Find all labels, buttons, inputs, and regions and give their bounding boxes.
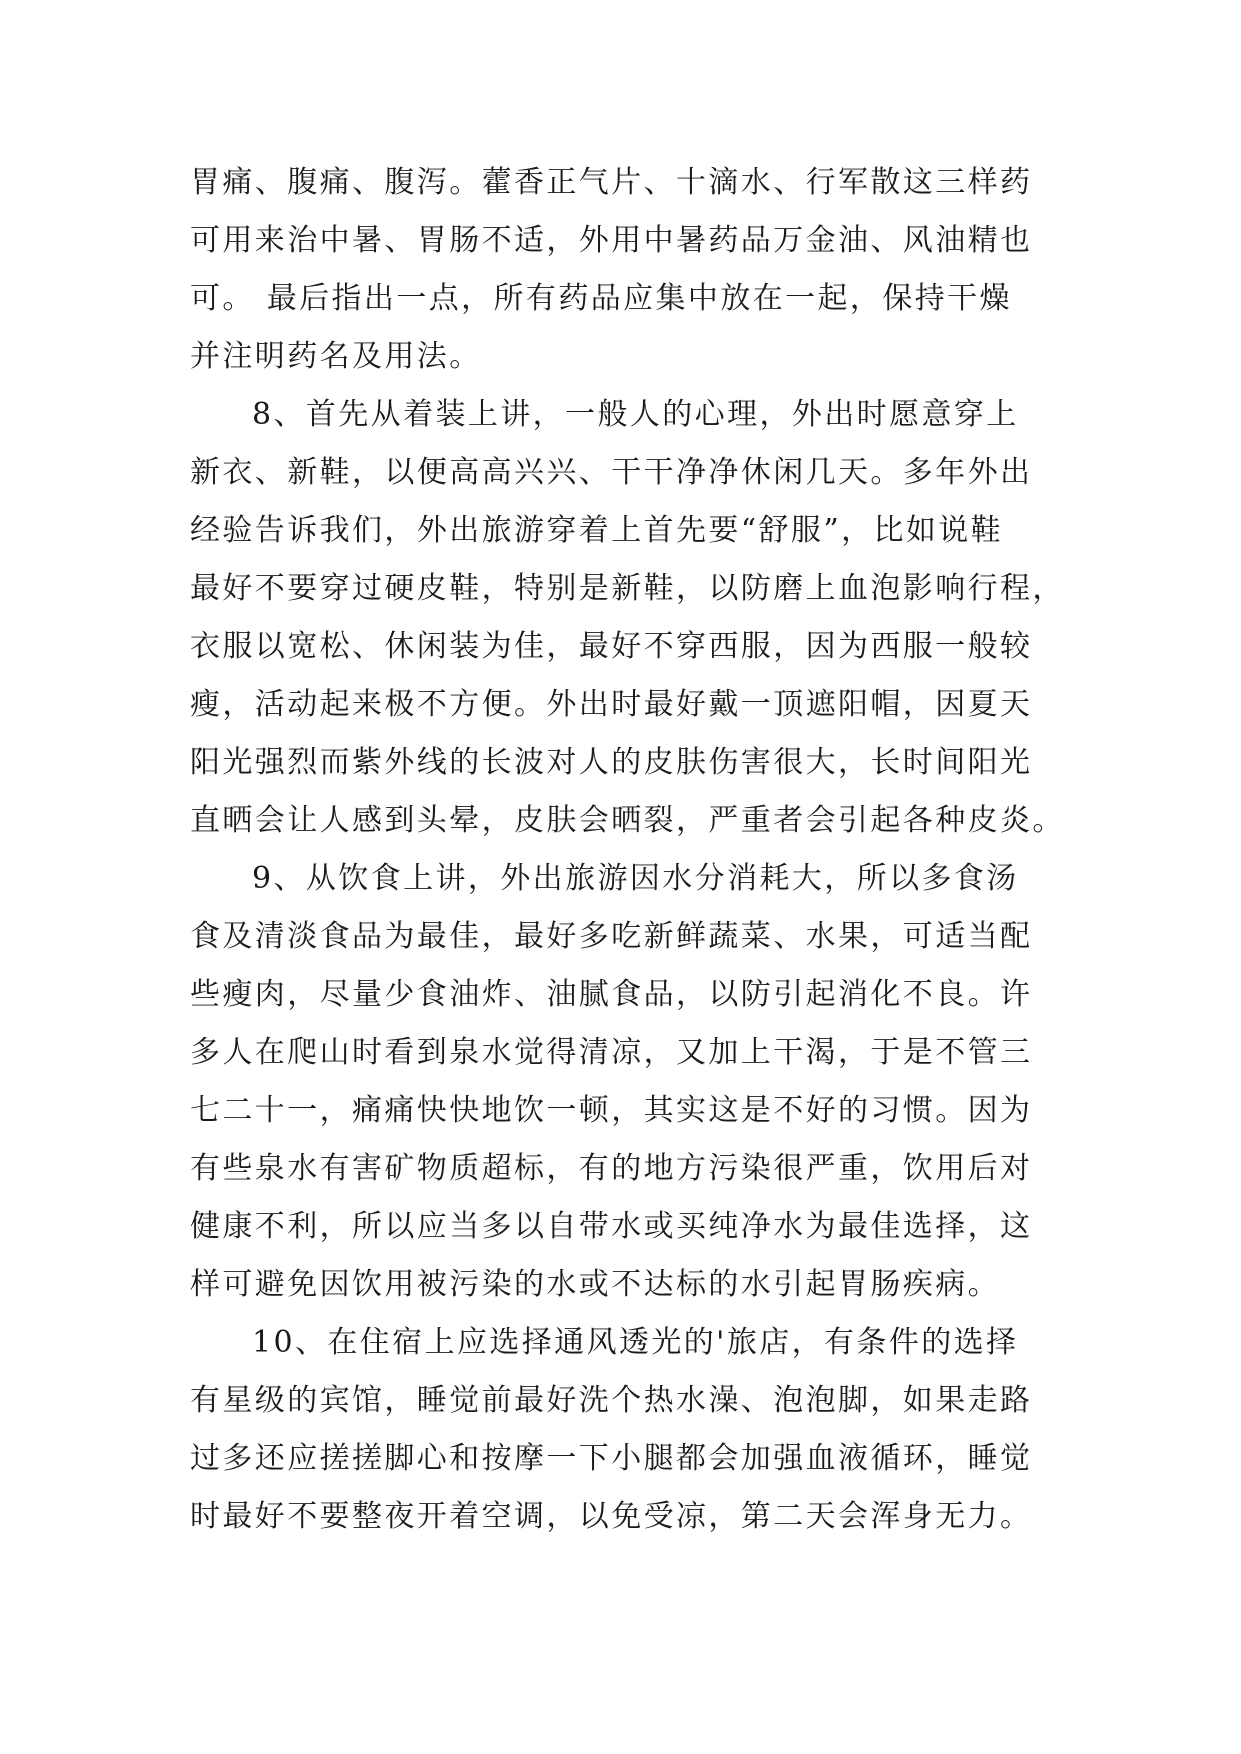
text-line: 健康不利，所以应当多以自带水或买纯净水为最佳选择，这: [190, 1209, 1033, 1244]
paragraph-clothing: [190, 386, 1065, 850]
text-line: 食及清淡食品为最佳，最好多吃新鲜蔬菜、水果，可适当配: [190, 919, 1033, 954]
text-line: 有些泉水有害矿物质超标，有的地方污染很严重，饮用后对: [190, 1151, 1033, 1186]
text-line: 瘦，活动起来极不方便。外出时最好戴一顶遮阳帽，因夏天: [190, 687, 1033, 722]
document-body: [190, 154, 1065, 1546]
text-line: 过多还应搓搓脚心和按摩一下小腿都会加强血液循环，睡觉: [190, 1441, 1033, 1476]
text-line: 8、首先从着装上讲，一般人的心理，外出时愿意穿上: [252, 397, 1019, 432]
text-line: 新衣、新鞋，以便高高兴兴、干干净净休闲几天。多年外出: [190, 455, 1033, 490]
text-line: 样可避免因饮用被污染的水或不达标的水引起胃肠疾病。: [190, 1267, 1000, 1302]
text-line: 10、在住宿上应选择通风透光的'旅店，有条件的选择: [252, 1325, 1019, 1360]
text-line: 时最好不要整夜开着空调，以免受凉，第二天会浑身无力。: [190, 1499, 1033, 1534]
text-line: 可用来治中暑、胃肠不适，外用中暑药品万金油、风油精也: [190, 223, 1033, 258]
paragraph-medicine: [190, 154, 1050, 386]
text-line: 有星级的宾馆，睡觉前最好洗个热水澡、泡泡脚，如果走路: [190, 1383, 1033, 1418]
paragraph-diet: [190, 850, 1050, 1314]
text-line: 并注明药名及用法。: [190, 339, 482, 374]
text-line: 9、从饮食上讲，外出旅游因水分消耗大，所以多食汤: [252, 861, 1019, 896]
text-line: 衣服以宽松、休闲装为佳，最好不穿西服，因为西服一般较: [190, 629, 1033, 664]
text-line: 七二十一，痛痛快快地饮一顿，其实这是不好的习惯。因为: [190, 1093, 1033, 1128]
text-line: 阳光强烈而紫外线的长波对人的皮肤伤害很大，长时间阳光: [190, 745, 1033, 780]
text-line: 些瘦肉，尽量少食油炸、油腻食品，以防引起消化不良。许: [190, 977, 1033, 1012]
text-line: 直晒会让人感到头晕，皮肤会晒裂，严重者会引起各种皮炎。: [190, 803, 1065, 838]
text-line: 多人在爬山时看到泉水觉得清凉，又加上干渴，于是不管三: [190, 1035, 1033, 1070]
text-line: 胃痛、腹痛、腹泻。藿香正气片、十滴水、行军散这三样药: [190, 165, 1033, 200]
text-line: 经验告诉我们，外出旅游穿着上首先要“舒服”，比如说鞋: [190, 513, 1004, 548]
text-line: 可。 最后指出一点，所有药品应集中放在一起，保持干燥: [190, 281, 1012, 316]
paragraph-lodging: [190, 1314, 1050, 1546]
text-line: 最好不要穿过硬皮鞋，特别是新鞋，以防磨上血泡影响行程，: [190, 571, 1065, 606]
